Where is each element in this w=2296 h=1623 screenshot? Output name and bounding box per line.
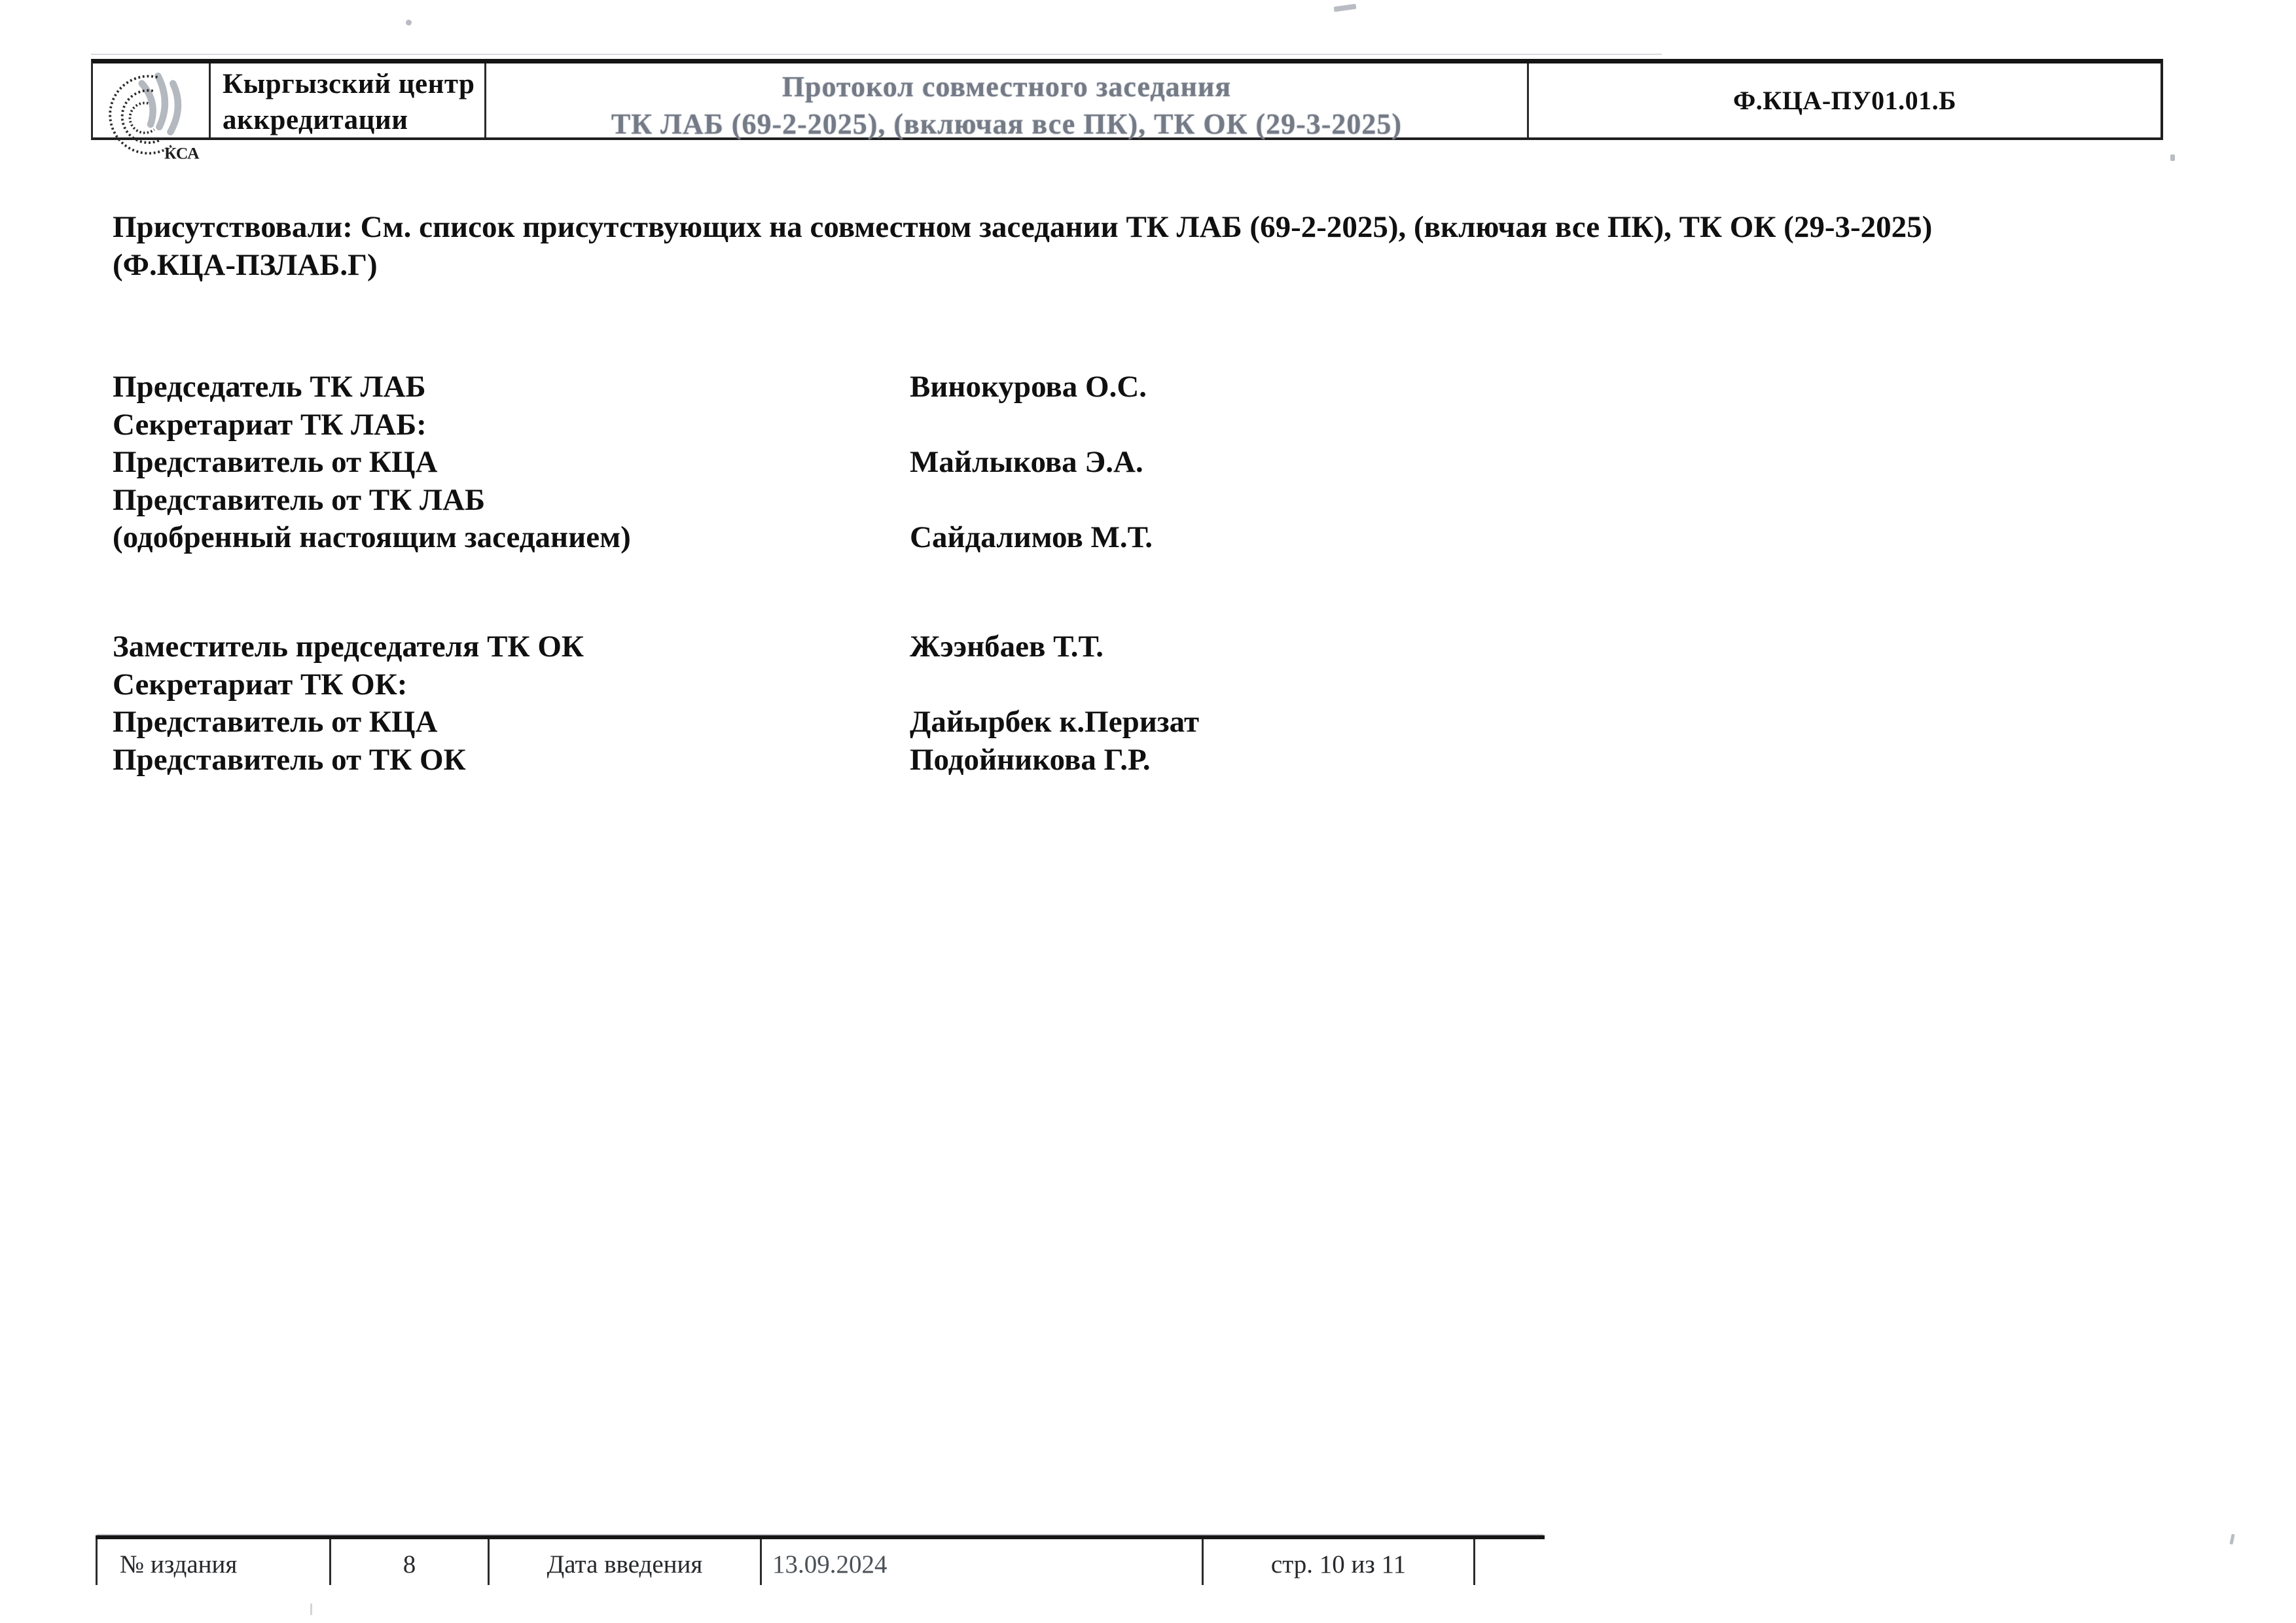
- attendees-paragraph: [113, 208, 1932, 284]
- footer-edition-value-text: 8: [403, 1550, 416, 1578]
- attendees-line2: (Ф.КЦА-ПЗЛАБ.Г): [113, 248, 378, 282]
- role-row: [113, 519, 2207, 557]
- document-code: [1529, 63, 2161, 137]
- person-name: Майлыкова Э.А.: [910, 445, 1143, 479]
- footer-date-label-text: Дата введения: [547, 1550, 703, 1578]
- person-name: Жээнбаев Т.Т.: [910, 630, 1103, 664]
- logo-text: КСА: [164, 143, 200, 163]
- role-row: [113, 741, 2207, 779]
- org-name: [211, 63, 486, 137]
- document-title-line1: Протокол совместного заседания: [781, 71, 1232, 103]
- role-label: Представитель от ТК ЛАБ: [113, 482, 486, 517]
- scan-speck: [2170, 154, 2175, 161]
- scan-speck: [406, 20, 412, 26]
- footer-page-number: [1204, 1539, 1475, 1585]
- logo-cell: [93, 63, 211, 163]
- document-code-text: Ф.КЦА-ПУ01.01.Б: [1732, 86, 1957, 115]
- role-row: [113, 704, 2207, 741]
- scan-speck: [2229, 1534, 2234, 1545]
- footer-date-label: [490, 1539, 762, 1585]
- footer-edition-value: [331, 1539, 490, 1585]
- header-table: [91, 59, 2163, 163]
- role-row: [113, 406, 2207, 444]
- role-label: Секретариат ТК ОК:: [113, 667, 408, 702]
- role-label: (одобренный настоящим заседанием): [113, 520, 631, 554]
- footer-table: [96, 1539, 1475, 1585]
- role-label: Секретариат ТК ЛАБ:: [113, 407, 427, 442]
- role-label: Представитель от КЦА: [113, 445, 438, 479]
- org-name-line1: Кыргызский центр: [223, 69, 475, 99]
- person-name: Винокурова О.С.: [910, 370, 1147, 404]
- role-row: [113, 628, 2207, 666]
- role-label: Представитель от КЦА: [113, 705, 438, 739]
- role-label: Председатель ТК ЛАБ: [113, 370, 426, 404]
- document-title-line2: ТК ЛАБ (69-2-2025), (включая все ПК), ТК ОК (29-3-2025): [611, 108, 1403, 140]
- attendees-line1: Присутствовали: См. список присутствующих на совместном заседании ТК ЛАБ (69-2-2025), (включая все ПК), ТК ОК (29-3-2025): [113, 210, 1933, 244]
- ksa-logo-icon: [98, 65, 204, 164]
- roles-section-tk-ok: [113, 628, 2207, 779]
- role-row: [113, 666, 2207, 704]
- role-row: [113, 444, 2207, 482]
- footer-edition-label: [96, 1539, 331, 1585]
- footer-date-value-text: 13.09.2024: [772, 1550, 888, 1578]
- scan-speck: [310, 1603, 312, 1615]
- footer-edition-label-text: № издания: [120, 1550, 238, 1578]
- role-row: [113, 368, 2207, 406]
- footer-date-value: [762, 1539, 1204, 1585]
- person-name: Подойникова Г.Р.: [910, 742, 1151, 777]
- scan-ghost-line: [91, 54, 1662, 55]
- footer-page-number-text: стр. 10 из 11: [1270, 1550, 1407, 1578]
- document-title: [486, 63, 1529, 140]
- roles-section-tk-lab: [113, 368, 2207, 557]
- role-label: Заместитель председателя ТК ОК: [113, 630, 584, 664]
- org-name-line2: аккредитации: [223, 105, 408, 135]
- person-name: Сайдалимов М.Т.: [910, 520, 1153, 554]
- role-row: [113, 482, 2207, 520]
- role-label: Представитель от ТК ОК: [113, 742, 466, 777]
- scan-speck: [1334, 4, 1357, 12]
- person-name: Дайырбек к.Перизат: [910, 705, 1200, 739]
